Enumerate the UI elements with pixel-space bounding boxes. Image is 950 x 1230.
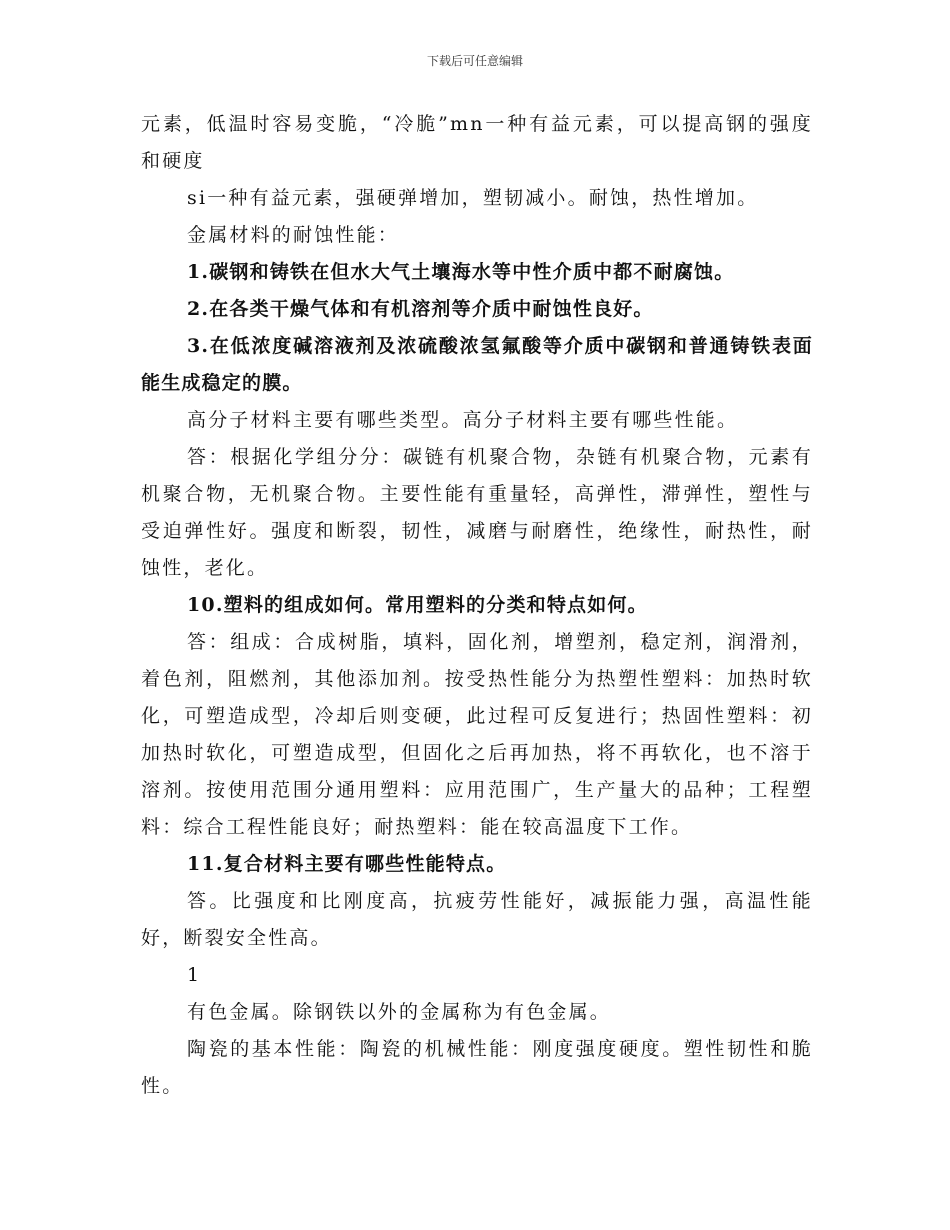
question: 高分子材料主要有哪些类型。高分子材料主要有哪些性能。: [187, 409, 739, 431]
numbered-heading: 11.复合材料主要有哪些性能特点。: [187, 853, 507, 875]
answer: 答：根据化学组分分：碳链有机聚合物，杂链有机聚合物，元素有机聚合物，无机聚合物。主要性能有重量轻，高弹性，滞弹性，塑性与受迫弹性好。强度和断裂，韧性，减磨与耐磨性，绝缘性，耐热性，耐蚀性，老化。: [141, 446, 813, 579]
numbered-heading: 1.碳钢和铸铁在但水大气土壤海水等中性介质中都不耐腐蚀。: [187, 261, 735, 283]
answer: 答。比强度和比刚度高，抗疲劳性能好，减振能力强，高温性能好，断裂安全性高。: [141, 890, 813, 949]
paragraph: 陶瓷的基本性能：陶瓷的机械性能：刚度强度硬度。塑性韧性和脆性。: [141, 1038, 813, 1097]
answer: 答：组成：合成树脂，填料，固化剂，增塑剂，稳定剂，润滑剂，着色剂，阻燃剂，其他添加剂。按受热性能分为热塑性塑料：加热时软化，可塑造成型，冷却后则变硬，此过程可反复进行；热固性塑料：初加热时软化，可塑造成型，但固化之后再加热，将不再软化，也不溶于溶剂。按使用范围分通用塑料：应用范围广，生产量大的品种；工程塑料：综合工程性能良好；耐热塑料：能在较高温度下工作。: [141, 631, 813, 838]
paragraph: 有色金属。除钢铁以外的金属称为有色金属。: [187, 1001, 612, 1023]
page-header: 下载后可任意编辑: [426, 54, 523, 68]
page-number: 1: [187, 964, 202, 986]
paragraph: si一种有益元素，强硬弹增加，塑韧减小。耐蚀，热性增加。: [187, 187, 759, 209]
document-body: [141, 106, 813, 1105]
numbered-heading: 3.在低浓度碱溶液剂及浓硫酸浓氢氟酸等介质中碳钢和普通铸铁表面能生成稳定的膜。: [141, 335, 813, 394]
numbered-heading: 2.在各类干燥气体和有机溶剂等介质中耐蚀性良好。: [187, 298, 654, 320]
paragraph: 元素，低温时容易变脆，“冷脆”mn一种有益元素，可以提高钢的强度和硬度: [141, 113, 813, 172]
paragraph: 金属材料的耐蚀性能：: [187, 224, 400, 246]
numbered-heading: 10.塑料的组成如何。常用塑料的分类和特点如何。: [187, 594, 648, 616]
